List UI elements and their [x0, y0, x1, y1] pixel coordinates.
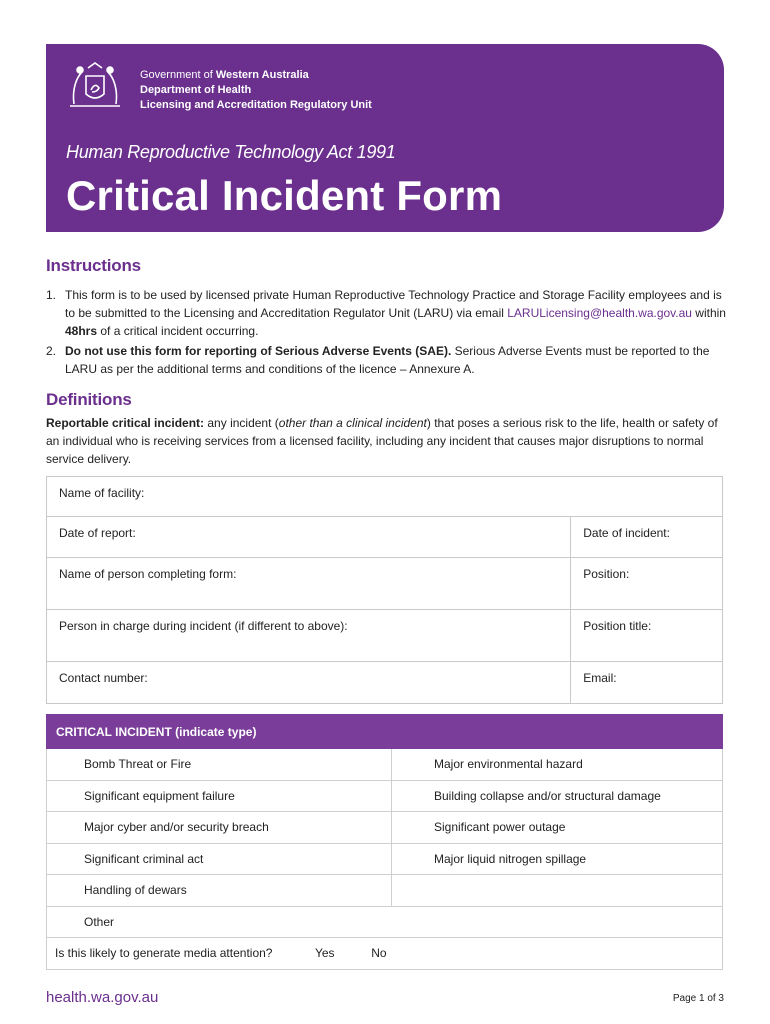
date-report-field[interactable]: Date of report: [47, 517, 571, 558]
laru-email-link[interactable]: LARULicensing@health.wa.gov.au [507, 306, 692, 320]
media-question: Is this likely to generate media attention? [55, 946, 273, 961]
definitions-heading: Definitions [46, 390, 132, 409]
critical-incident-table [46, 714, 723, 970]
department-name: Department of Health [140, 84, 252, 96]
instructions-list [46, 286, 726, 380]
email-field[interactable]: Email: [571, 662, 723, 704]
page-number: Page 1 of 3 [672, 993, 724, 1004]
option-cyber-breach[interactable]: Major cyber and/or security breach [47, 812, 392, 844]
option-other[interactable]: Other [47, 906, 723, 938]
media-yes-option[interactable]: Yes [314, 946, 335, 961]
option-power-outage[interactable]: Significant power outage [392, 812, 723, 844]
option-bomb-threat[interactable]: Bomb Threat or Fire [47, 749, 392, 781]
person-completing-field[interactable]: Name of person completing form: [47, 558, 571, 610]
instruction-item-2: 2. Do not use this form for reporting of Serious Adverse Events (SAE). Serious Adverse Events must be reported to the LARU as per the additional terms and conditions of the licence – Annexure A. [46, 344, 710, 376]
option-building-collapse[interactable]: Building collapse and/or structural damage [392, 780, 723, 812]
act-title: Human Reproductive Technology Act 1991 [66, 142, 396, 162]
option-dewars[interactable]: Handling of dewars [47, 875, 392, 907]
critical-incident-heading: CRITICAL INCIDENT (indicate type) [47, 715, 723, 749]
option-nitrogen-spillage[interactable]: Major liquid nitrogen spillage [392, 843, 723, 875]
position-title-field[interactable]: Position title: [571, 610, 723, 662]
date-incident-field[interactable]: Date of incident: [571, 517, 723, 558]
position-field[interactable]: Position: [571, 558, 723, 610]
instruction-item-1: 1. This form is to be used by licensed private Human Reproductive Technology Practice and Storage Facility employees and is to be submitted to the Licensing and Accreditation Regulator Unit (LARU) via email LARULicensing@health.wa.gov.au within 48hrs of a critical incident occurring. [46, 288, 726, 338]
media-attention-row [47, 938, 723, 970]
facility-field[interactable]: Name of facility: [47, 477, 723, 517]
definition-text: Reportable critical incident: any incident (other than a clinical incident) that poses a serious risk to the life, health or safety of an individual who is receiving services from a licensed facility, including any incident that causes major disruptions to normal service delivery. [46, 416, 718, 466]
unit-name: Licensing and Accreditation Regulatory Unit [140, 99, 372, 111]
empty-cell [392, 875, 723, 907]
person-in-charge-field[interactable]: Person in charge during incident (if different to above): [47, 610, 571, 662]
media-no-option[interactable]: No [371, 946, 387, 961]
option-criminal-act[interactable]: Significant criminal act [47, 843, 392, 875]
header-banner [46, 44, 724, 232]
footer-url[interactable]: health.wa.gov.au [46, 989, 159, 1006]
option-environmental-hazard[interactable]: Major environmental hazard [392, 749, 723, 781]
page-title: Critical Incident Form [66, 172, 503, 219]
instructions-heading: Instructions [46, 256, 141, 275]
option-equipment-failure[interactable]: Significant equipment failure [47, 780, 392, 812]
details-form [46, 476, 723, 704]
coat-of-arms-icon [66, 60, 124, 112]
contact-number-field[interactable]: Contact number: [47, 662, 571, 704]
government-name: Government of Western Australia Department of Health Licensing and Accreditation Regulatory Unit [140, 69, 372, 111]
